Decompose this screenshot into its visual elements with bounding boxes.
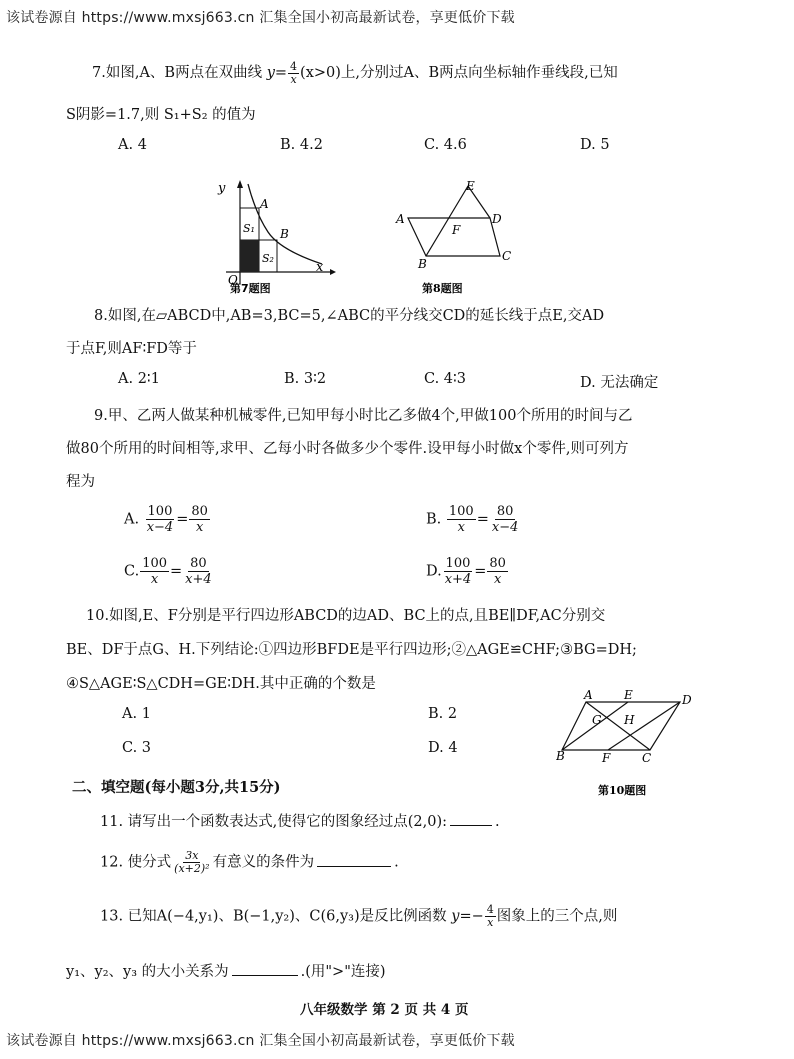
q7-fraction bbox=[288, 61, 299, 86]
q10-option-a: A. 1 bbox=[122, 706, 151, 722]
q9-d-eq: = bbox=[474, 563, 487, 580]
q7-frac-num: 4 bbox=[290, 59, 298, 73]
q8-text-line1: 如图,在▱ABCD中,AB=3,BC=5,∠ABC的平分线交CD的延长线于点E,交AD bbox=[107, 308, 605, 324]
q10-fig-label-g: G bbox=[592, 713, 602, 727]
q7-cond: (x>0) bbox=[300, 65, 341, 81]
q9-c-num2: 80 bbox=[190, 556, 207, 571]
q9-option-d-label: D. bbox=[426, 563, 442, 580]
q13-text-b: 图象上的三个点,则 bbox=[496, 908, 618, 925]
q9-c-den2: x+4 bbox=[185, 572, 212, 587]
q8-option-a: A. 2∶1 bbox=[118, 371, 160, 387]
q13-line1 bbox=[100, 904, 617, 929]
q9-c-eq: = bbox=[170, 563, 183, 580]
q9-option-a-label: A. bbox=[124, 511, 140, 528]
q7-line1 bbox=[92, 60, 618, 86]
q8-number: 8. bbox=[94, 308, 108, 324]
q13-answer-blank bbox=[232, 975, 298, 976]
q10-fig-label-c: C bbox=[642, 751, 652, 765]
q13-text-a: 13. 已知A(−4,y₁)、B(−1,y₂)、C(6,y₃)是反比例函数 bbox=[100, 908, 447, 925]
q9-line2: 做80个所用的时间相等,求甲、乙每小时各做多少个零件.设甲每小时做x个零件,则可列方 bbox=[66, 441, 629, 457]
q13-text-line2: y₁、y₂、y₃ 的大小关系为 bbox=[66, 964, 229, 980]
q9-b-den1: x bbox=[457, 520, 465, 535]
q11-period: . bbox=[495, 814, 500, 830]
q9-a-den2: x bbox=[195, 520, 204, 535]
q7-option-b: B. 4.2 bbox=[280, 137, 323, 153]
q13-frac-num: 4 bbox=[486, 903, 494, 916]
q10-number: 10. bbox=[86, 608, 110, 624]
q9-a-eq: = bbox=[176, 511, 189, 528]
q10-fig-label-b: B bbox=[556, 749, 565, 763]
q7-figure bbox=[212, 176, 342, 294]
q12-line bbox=[100, 850, 399, 875]
q9-a-den1: x−4 bbox=[146, 520, 174, 535]
q11-answer-blank bbox=[450, 825, 492, 826]
q9-d-num1: 100 bbox=[445, 556, 471, 571]
q12-answer-blank bbox=[317, 866, 391, 867]
watermark-bottom: 该试卷源自 https://www.mxsj663.cn 汇集全国小初高最新试卷，享更低价下载 bbox=[6, 1033, 515, 1049]
q8-line1 bbox=[94, 304, 604, 325]
q12-frac-num: 3x bbox=[185, 849, 199, 862]
q9-option-b-label: B. bbox=[426, 511, 442, 528]
watermark-top: 该试卷源自 https://www.mxsj663.cn 汇集全国小初高最新试卷，享更低价下载 bbox=[6, 10, 515, 26]
section2-title: 二、填空题(每小题3分,共15分) bbox=[72, 779, 281, 796]
q9-option-d bbox=[426, 556, 509, 587]
q9-option-a bbox=[124, 504, 211, 535]
q10-figure bbox=[556, 688, 696, 800]
q10-fig-label-d: D bbox=[682, 693, 692, 707]
q8-fig-label-f: F bbox=[452, 223, 461, 237]
q9-d-den1: x+4 bbox=[444, 572, 472, 587]
q8-fig-caption: 第8题图 bbox=[422, 282, 463, 294]
q10-fig-label-a: A bbox=[584, 688, 593, 702]
page-footer: 八年级数学 第 2 页 共 4 页 bbox=[300, 1002, 469, 1018]
q10-line3: ④S△AGE∶S△CDH=GE∶DH.其中正确的个数是 bbox=[66, 676, 376, 692]
q7-fig-label-s2: S₂ bbox=[262, 252, 274, 265]
q7-frac-den: x bbox=[290, 72, 297, 86]
q9-option-c-label: C. bbox=[124, 563, 140, 580]
q9-option-c bbox=[124, 556, 215, 587]
q7-fig-label-x: x bbox=[316, 260, 324, 275]
q13-text-line2-end: .(用">"连接) bbox=[300, 964, 386, 980]
q8-option-d: D. 无法确定 bbox=[580, 375, 659, 391]
q10-option-d: D. 4 bbox=[428, 740, 458, 756]
q12-text-a: 12. 使分式 bbox=[100, 854, 172, 871]
q9-line3: 程为 bbox=[66, 474, 95, 490]
q7-text-b: 上,分别过A、B两点向坐标轴作垂线段,已知 bbox=[340, 65, 618, 81]
q9-option-b bbox=[426, 504, 521, 535]
q12-frac-den: (x+2)² bbox=[174, 862, 210, 875]
q12-text-b: 有意义的条件为 bbox=[212, 854, 315, 871]
q8-fig-label-d: D bbox=[492, 212, 502, 226]
q7-eq-lhs: y= bbox=[266, 65, 288, 81]
q9-d-num2: 80 bbox=[489, 556, 506, 571]
q9-d-den2: x bbox=[493, 572, 502, 587]
q8-option-b: B. 3∶2 bbox=[284, 371, 327, 387]
q10-text-line1: 如图,E、F分别是平行四边形ABCD的边AD、BC上的点,且BE∥DF,AC分别交 bbox=[109, 608, 606, 624]
q8-fig-label-e: E bbox=[466, 179, 475, 193]
q10-option-b: B. 2 bbox=[428, 706, 458, 722]
q9-text-line1: 甲、乙两人做某种机械零件,已知甲每小时比乙多做4个,甲做100个所用的时间与乙 bbox=[107, 408, 633, 424]
q7-fig-label-o: O bbox=[228, 273, 238, 287]
q8-line2: 于点F,则AF∶FD等于 bbox=[66, 341, 197, 357]
q7-fig-label-y: y bbox=[218, 181, 226, 196]
q7-fig-label-a: A bbox=[260, 197, 269, 211]
q9-b-den2: x−4 bbox=[491, 520, 519, 535]
q9-c-num1: 100 bbox=[142, 556, 168, 571]
q7-fig-caption: 第7题图 bbox=[230, 282, 271, 294]
q8-figure bbox=[394, 178, 524, 294]
q7-line2: S阴影=1.7,则 S₁+S₂ 的值为 bbox=[66, 107, 256, 123]
q11-text: 11. 请写出一个函数表达式,使得它的图象经过点(2,0): bbox=[100, 814, 448, 830]
q9-number: 9. bbox=[94, 408, 108, 424]
q10-fig-caption: 第10题图 bbox=[598, 784, 647, 797]
q8-fig-label-c: C bbox=[502, 249, 512, 263]
q10-line1 bbox=[86, 604, 605, 625]
q12-period: . bbox=[394, 854, 399, 871]
q10-fig-label-h: H bbox=[624, 713, 635, 727]
q13-frac-den: x bbox=[487, 916, 494, 929]
q7-option-a: A. 4 bbox=[118, 137, 147, 153]
q10-option-c: C. 3 bbox=[122, 740, 152, 756]
q9-b-eq: = bbox=[476, 511, 489, 528]
q7-option-d: D. 5 bbox=[580, 137, 610, 153]
q11-line bbox=[100, 810, 500, 831]
q9-a-num2: 80 bbox=[191, 504, 208, 519]
q10-fig-label-e: E bbox=[624, 688, 633, 702]
q9-b-num2: 80 bbox=[496, 504, 514, 519]
q7-text-a: 如图,A、B两点在双曲线 bbox=[105, 65, 263, 81]
q7-option-c: C. 4.6 bbox=[424, 137, 467, 153]
q7-number: 7. bbox=[92, 65, 106, 81]
q9-a-num1: 100 bbox=[147, 504, 173, 519]
q9-line1 bbox=[94, 404, 632, 425]
q9-b-num1: 100 bbox=[448, 504, 474, 519]
q8-option-c: C. 4∶3 bbox=[424, 371, 467, 387]
q10-line2: BE、DF于点G、H.下列结论:①四边形BFDE是平行四边形;②△AGE≌CHF;③BG=DH; bbox=[66, 642, 637, 658]
q8-fig-label-a: A bbox=[396, 212, 405, 226]
q10-fig-label-f: F bbox=[602, 751, 611, 765]
q9-c-den1: x bbox=[150, 572, 159, 587]
q7-fig-label-b: B bbox=[280, 227, 289, 241]
q13-line2 bbox=[66, 960, 386, 981]
q13-eq-lhs: y=− bbox=[451, 908, 484, 925]
q7-fig-label-s1: S₁ bbox=[243, 222, 255, 235]
q8-fig-label-b: B bbox=[418, 257, 427, 271]
